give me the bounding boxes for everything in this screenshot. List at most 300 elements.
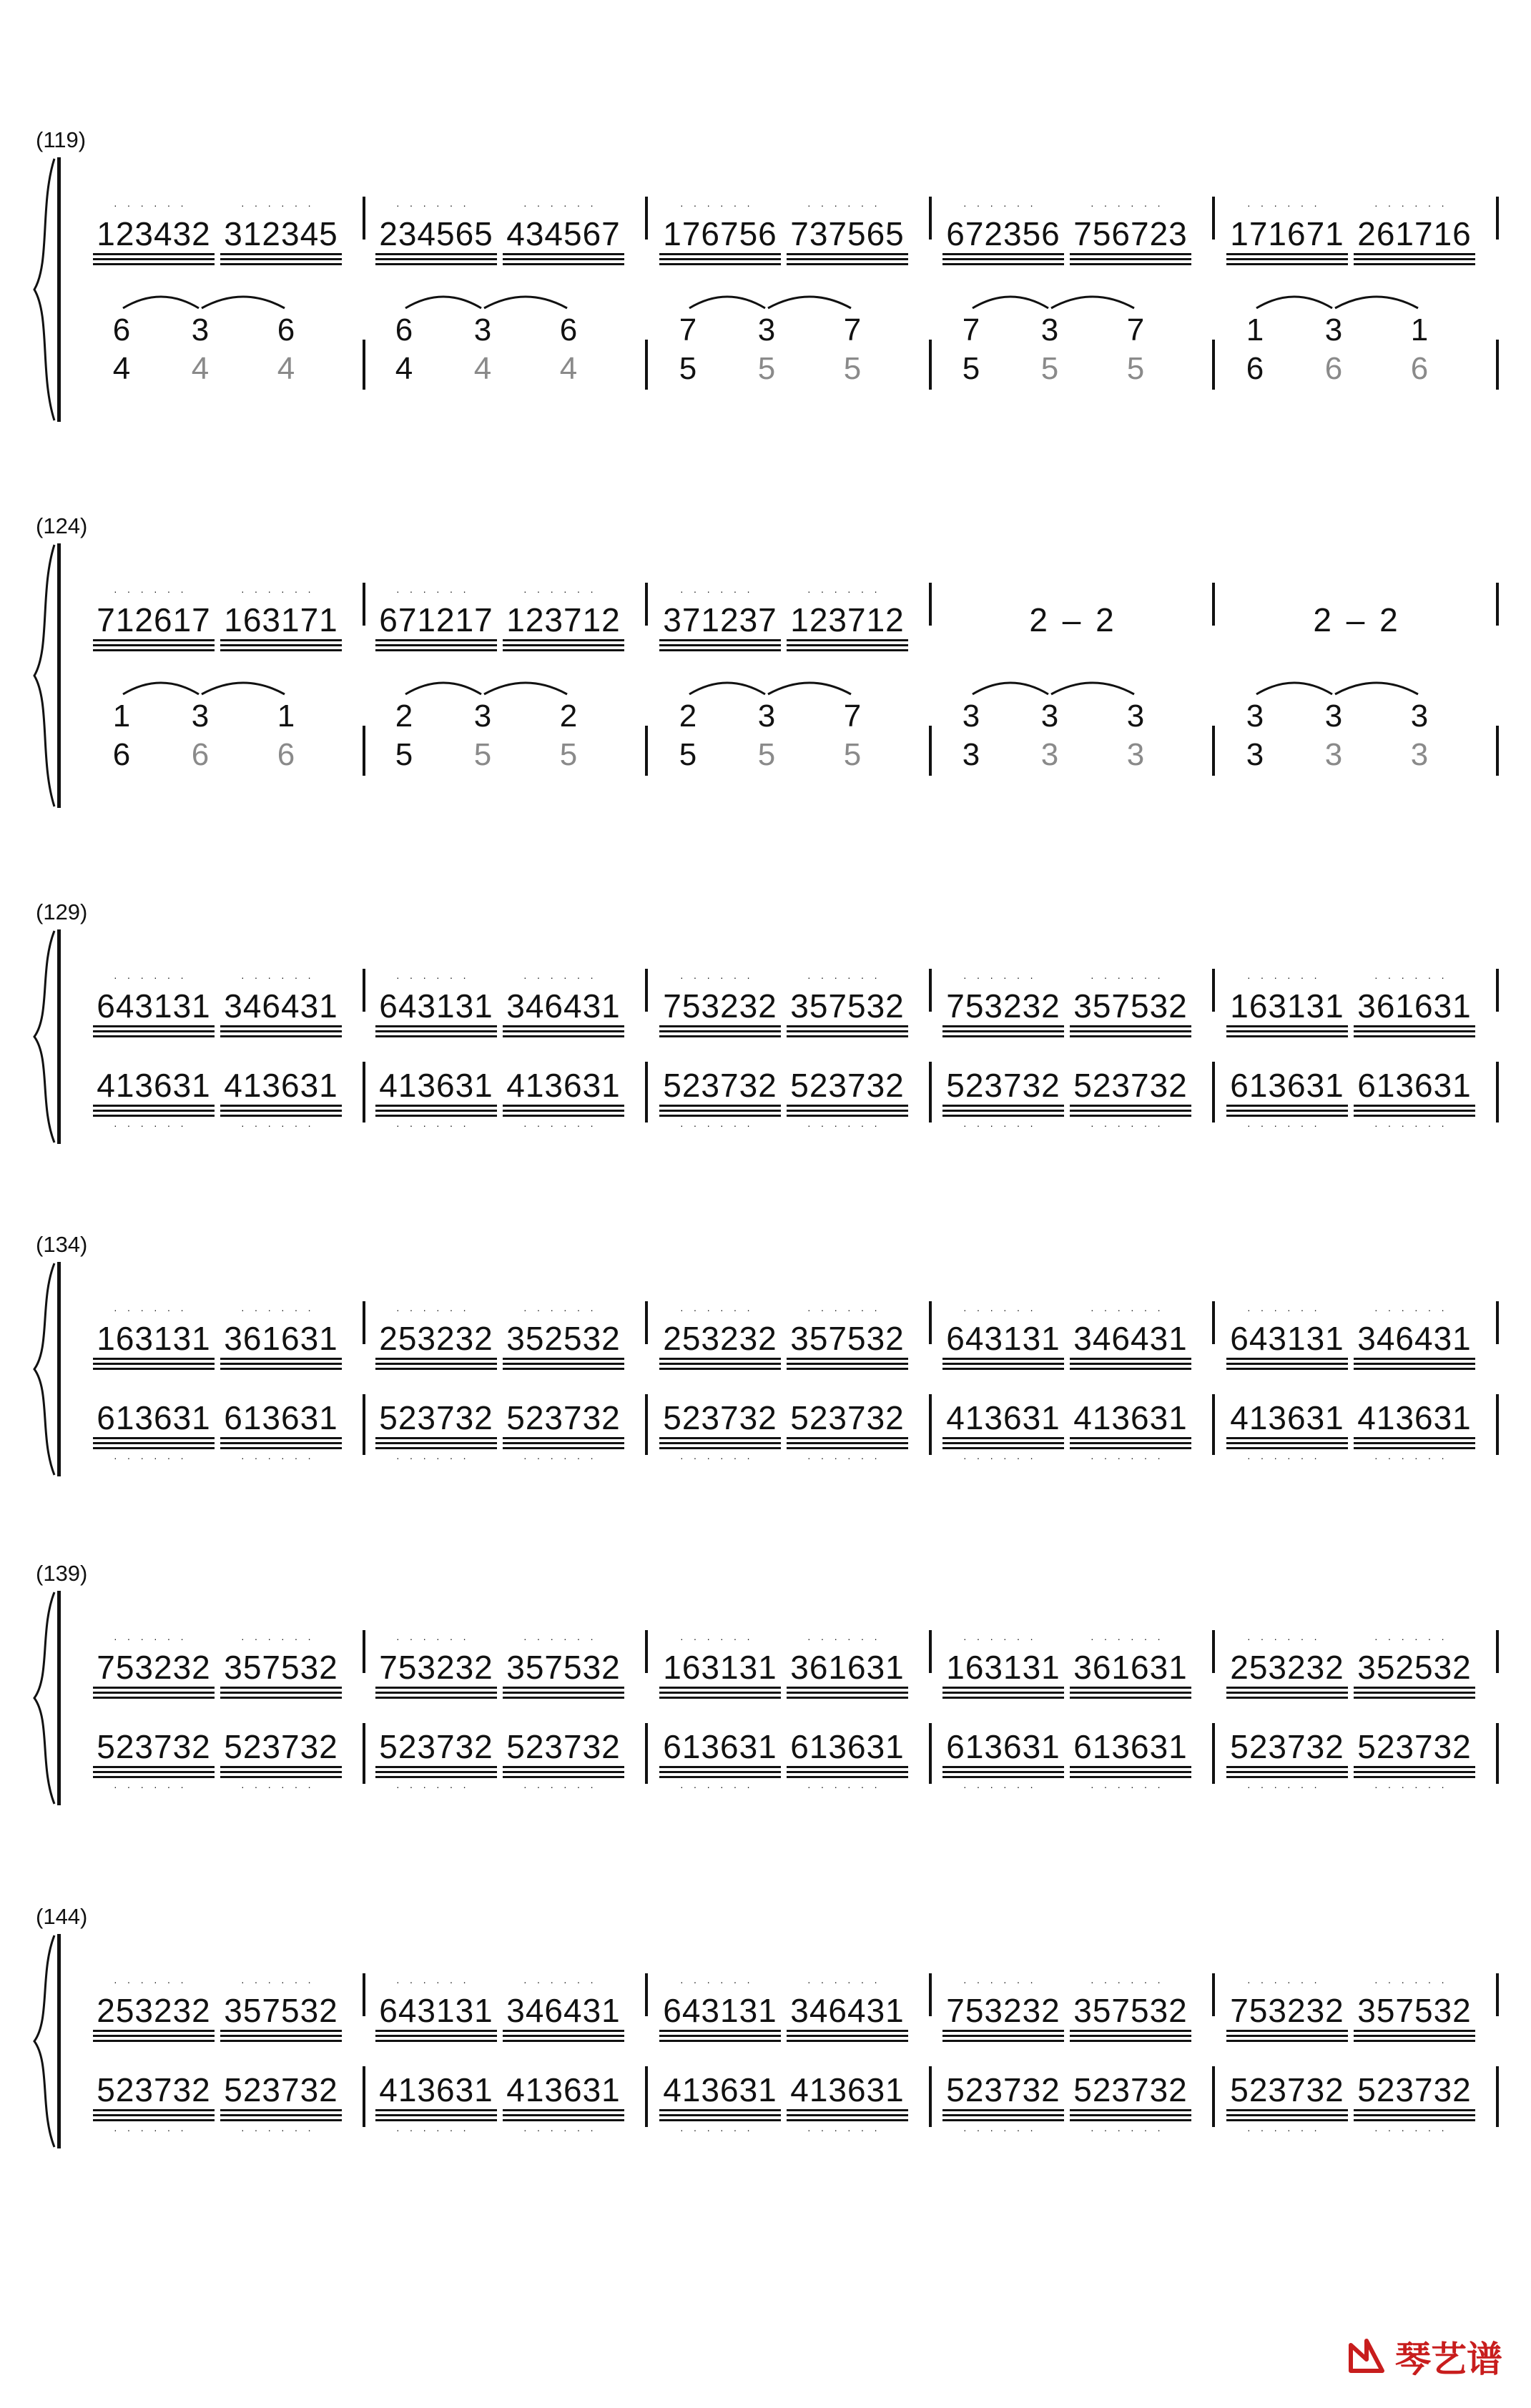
barline	[1496, 340, 1499, 390]
note-digits: 357532	[224, 1649, 338, 1686]
beam-line	[1354, 1035, 1475, 1037]
lh-measure	[375, 1723, 636, 1792]
beam-line	[1354, 2109, 1475, 2111]
note-group	[220, 586, 342, 651]
note-group	[1226, 200, 1348, 265]
beam-line	[1226, 263, 1348, 265]
beam-line	[503, 2119, 624, 2121]
rh-measure	[1226, 1634, 1487, 1698]
barline	[363, 197, 365, 240]
note-group	[1354, 1977, 1475, 2041]
beam-line	[375, 1776, 497, 1778]
octave-dots: ······	[1091, 199, 1171, 211]
octave-dots: ······	[1247, 199, 1327, 211]
beam-line	[659, 1697, 781, 1699]
beam-line	[1354, 2035, 1475, 2037]
octave-dots: ······	[523, 586, 604, 597]
chord-bass-note: 4	[559, 351, 578, 386]
note-digits: 346431	[1357, 1320, 1472, 1357]
beam-line	[93, 2030, 215, 2032]
beam-line	[1354, 1110, 1475, 1112]
measure-number: (119)	[36, 127, 87, 152]
system-line	[57, 1262, 61, 1476]
chord-upper-note: 1	[112, 699, 131, 734]
beam-line	[1226, 1692, 1348, 1694]
beam-line	[659, 1447, 781, 1449]
note-digits: 643131	[1230, 1320, 1344, 1357]
beam-line	[1226, 2119, 1348, 2121]
beam-line	[787, 649, 908, 651]
note-digits: 523732	[1230, 2071, 1344, 2108]
barline	[1496, 2066, 1499, 2127]
beam-line	[1070, 2114, 1191, 2116]
beam-line	[375, 1687, 497, 1689]
note-group	[93, 1394, 215, 1464]
barline	[1496, 969, 1499, 1012]
note-group	[1354, 1634, 1475, 1698]
beam-line	[1226, 1363, 1348, 1365]
octave-dots: ······	[807, 199, 887, 211]
beam-line	[659, 1025, 781, 1027]
octave-dots: ······	[1247, 1781, 1327, 1792]
note-digits: 357532	[1357, 1992, 1472, 2029]
chord-bass-note: 5	[1040, 351, 1059, 386]
note-group	[93, 586, 215, 651]
beam-line	[1226, 253, 1348, 255]
chord-bass-note: 4	[395, 351, 413, 386]
barline	[363, 726, 365, 776]
note-group	[659, 1062, 781, 1131]
barline	[645, 583, 648, 626]
beam-line	[659, 1368, 781, 1370]
beam-line	[787, 1363, 908, 1365]
barline	[1212, 1630, 1215, 1673]
beam-line	[375, 2035, 497, 2037]
system-brace	[30, 1934, 59, 2148]
chord-bass-note: 3	[1410, 737, 1429, 772]
note-group	[375, 1977, 497, 2041]
chord-upper-note: 2	[559, 699, 578, 734]
barline	[645, 1062, 648, 1122]
beam-line	[659, 2114, 781, 2116]
barline	[929, 1301, 932, 1344]
octave-dots: ······	[396, 586, 476, 597]
beam-line	[787, 2035, 908, 2037]
octave-dots: ······	[680, 2124, 760, 2136]
note-digits: 352532	[506, 1320, 621, 1357]
note-digits: 163171	[224, 601, 338, 638]
beam-line	[659, 1110, 781, 1112]
chord-bass-note: 5	[679, 737, 697, 772]
beam-line	[787, 1447, 908, 1449]
chord-bass-note: 6	[277, 737, 295, 772]
beam-line	[375, 253, 497, 255]
note-digits: 613631	[946, 1728, 1060, 1765]
beam-line	[503, 253, 624, 255]
barline	[1496, 1973, 1499, 2016]
watermark-text: 琴艺谱	[1395, 2339, 1502, 2380]
beam-line	[93, 1025, 215, 1027]
note-digits: 613631	[790, 1728, 905, 1765]
rh-measure	[942, 586, 1203, 651]
beam-line	[93, 1776, 215, 1778]
octave-dots: ······	[114, 1120, 194, 1131]
barline	[1212, 197, 1215, 240]
beam-line	[1070, 1110, 1191, 1112]
beam-line	[787, 644, 908, 646]
system-brace	[30, 1262, 59, 1476]
tie-slur	[767, 674, 852, 696]
beam-line	[787, 2114, 908, 2116]
beam-line	[659, 1358, 781, 1360]
beam-line	[1354, 1687, 1475, 1689]
note-digits: 176756	[663, 215, 777, 252]
beam-line	[220, 1110, 342, 1112]
beam-line	[942, 1105, 1064, 1107]
beam-line	[942, 1358, 1064, 1360]
barline	[363, 1973, 365, 2016]
octave-dots: ······	[1247, 2124, 1327, 2136]
octave-dots: ······	[523, 972, 604, 983]
beam-line	[659, 2119, 781, 2121]
octave-dots: ······	[807, 1976, 887, 1988]
beam-line	[1354, 1105, 1475, 1107]
octave-dots: ······	[114, 972, 194, 983]
octave-dots: ······	[1091, 1304, 1171, 1316]
note-group	[942, 1723, 1064, 1792]
rh-measure	[942, 200, 1203, 265]
note-group	[659, 586, 781, 651]
rh-measure	[1226, 1977, 1487, 2041]
note-digits: 413631	[506, 2071, 621, 2108]
octave-dots: ······	[1091, 972, 1171, 983]
chord-upper-note: 3	[473, 699, 492, 734]
tie-slur	[688, 674, 767, 696]
octave-dots: ······	[1247, 1976, 1327, 1988]
note-group	[220, 1062, 342, 1131]
lh-chord	[838, 697, 867, 774]
beam-line	[220, 1358, 342, 1360]
beam-line	[659, 263, 781, 265]
beam-line	[503, 1771, 624, 1773]
note-digits: 672356	[946, 215, 1060, 252]
barline	[1212, 1973, 1215, 2016]
note-digits: 163131	[1230, 987, 1344, 1025]
rh-measure	[942, 1634, 1203, 1698]
octave-dots: ······	[396, 972, 476, 983]
beam-line	[942, 263, 1064, 265]
note-digits: 253232	[379, 1320, 493, 1357]
octave-dots: ······	[680, 1633, 760, 1644]
beam-line	[220, 253, 342, 255]
note-digits: 352532	[1357, 1649, 1472, 1686]
beam-line	[220, 1776, 342, 1778]
barline	[363, 1630, 365, 1673]
rh-measure	[375, 1634, 636, 1698]
note-digits: 163131	[663, 1649, 777, 1686]
chord-upper-note: 6	[395, 312, 413, 347]
octave-dots: ······	[963, 1452, 1043, 1464]
octave-dots: ······	[396, 1120, 476, 1131]
octave-dots: ······	[680, 1120, 760, 1131]
beam-line	[220, 1105, 342, 1107]
note-digits: 123432	[97, 215, 211, 252]
measure-number: (134)	[36, 1232, 88, 1257]
beam-line	[1226, 1776, 1348, 1778]
note-digits: 434567	[506, 215, 621, 252]
rh-measure	[1226, 586, 1487, 651]
barline	[929, 2066, 932, 2127]
barline	[363, 1394, 365, 1455]
lh-chord	[1319, 697, 1348, 774]
beam-line	[787, 1771, 908, 1773]
beam-line	[942, 1025, 1064, 1027]
beam-line	[787, 1030, 908, 1032]
beam-line	[787, 1442, 908, 1444]
beam-line	[659, 258, 781, 260]
beam-line	[659, 1776, 781, 1778]
barline	[1212, 583, 1215, 626]
sustained-note: 2 – 2	[1029, 601, 1117, 638]
rh-measure	[93, 972, 354, 1037]
note-group	[942, 2066, 1064, 2136]
beam-line	[659, 649, 781, 651]
beam-line	[503, 649, 624, 651]
lh-measure	[1226, 1723, 1487, 1792]
beam-line	[220, 258, 342, 260]
rh-measure	[659, 1634, 920, 1698]
octave-dots: ······	[114, 1304, 194, 1316]
note-group	[93, 200, 215, 265]
note-group	[1070, 1062, 1191, 1131]
note-group	[787, 1305, 908, 1369]
note-group	[503, 1062, 624, 1131]
note-group	[1354, 1305, 1475, 1369]
note-group	[942, 1394, 1064, 1464]
beam-line	[220, 1687, 342, 1689]
octave-dots: ······	[963, 2124, 1043, 2136]
barline	[929, 1973, 932, 2016]
beam-line	[659, 1363, 781, 1365]
octave-dots: ······	[807, 1452, 887, 1464]
lh-chord	[1319, 311, 1348, 388]
beam-line	[503, 258, 624, 260]
beam-line	[1226, 2035, 1348, 2037]
note-group	[220, 200, 342, 265]
note-digits: 361631	[1073, 1649, 1188, 1686]
beam-line	[375, 1025, 497, 1027]
beam-line	[93, 253, 215, 255]
beam-line	[220, 1025, 342, 1027]
chord-upper-note: 6	[559, 312, 578, 347]
barline	[929, 583, 932, 626]
beam-line	[1226, 1025, 1348, 1027]
beam-line	[375, 644, 497, 646]
barline	[1212, 1394, 1215, 1455]
note-group	[942, 972, 1064, 1037]
barline	[929, 1394, 932, 1455]
octave-dots: ······	[1374, 972, 1454, 983]
tie-slur	[1334, 674, 1419, 696]
beam-line	[375, 1442, 497, 1444]
note-digits: 643131	[379, 1992, 493, 2029]
note-group	[1226, 1723, 1348, 1792]
beam-line	[787, 1776, 908, 1778]
rh-measure	[375, 1305, 636, 1369]
beam-line	[93, 1368, 215, 1370]
beam-line	[1354, 1692, 1475, 1694]
octave-dots: ······	[807, 1120, 887, 1131]
beam-line	[375, 1105, 497, 1107]
beam-line	[659, 2030, 781, 2032]
beam-line	[1070, 1766, 1191, 1768]
tie-slur	[1334, 288, 1419, 310]
chord-upper-note: 3	[757, 699, 776, 734]
beam-line	[1354, 1442, 1475, 1444]
beam-line	[787, 1697, 908, 1699]
beam-line	[1226, 1697, 1348, 1699]
octave-dots: ······	[241, 972, 321, 983]
beam-line	[942, 253, 1064, 255]
note-group	[220, 1723, 342, 1792]
barline	[1496, 1062, 1499, 1122]
beam-line	[1354, 1437, 1475, 1439]
note-digits: 671217	[379, 601, 493, 638]
note-digits: 357532	[1073, 1992, 1188, 2029]
rh-measure	[1226, 972, 1487, 1037]
tie-slur	[200, 288, 286, 310]
note-digits: 523732	[97, 2071, 211, 2108]
note-digits: 523732	[1230, 1728, 1344, 1765]
barline	[929, 726, 932, 776]
rh-measure	[659, 972, 920, 1037]
chord-bass-note: 3	[1126, 737, 1145, 772]
beam-line	[942, 1110, 1064, 1112]
note-digits: 643131	[97, 987, 211, 1025]
note-group	[220, 972, 342, 1037]
octave-dots: ······	[241, 1976, 321, 1988]
lh-chord	[468, 697, 497, 774]
beam-line	[220, 2109, 342, 2111]
note-group	[1226, 1062, 1348, 1131]
lh-chord	[1241, 697, 1269, 774]
note-group	[1226, 1394, 1348, 1464]
lh-chord	[1121, 697, 1150, 774]
beam-line	[375, 263, 497, 265]
barline	[1212, 969, 1215, 1012]
note-group	[787, 2066, 908, 2136]
measure-number: (129)	[36, 899, 88, 924]
beam-line	[1070, 1776, 1191, 1778]
note-group	[787, 1394, 908, 1464]
beam-line	[942, 1687, 1064, 1689]
tie-slur	[200, 674, 286, 696]
octave-dots: ······	[241, 1781, 321, 1792]
beam-line	[787, 2119, 908, 2121]
chord-upper-note: 3	[1324, 312, 1343, 347]
beam-line	[375, 2114, 497, 2116]
lh-measure	[659, 2066, 920, 2136]
note-group	[1070, 1977, 1191, 2041]
watermark-logo	[1345, 2331, 1502, 2382]
chord-bass-note: 6	[1410, 351, 1429, 386]
octave-dots: ······	[807, 2124, 887, 2136]
octave-dots: ······	[1374, 199, 1454, 211]
note-digits: 643131	[946, 1320, 1060, 1357]
octave-dots: ······	[241, 1304, 321, 1316]
beam-line	[787, 1358, 908, 1360]
octave-dots: ······	[114, 2124, 194, 2136]
beam-line	[503, 2114, 624, 2116]
octave-dots: ······	[1247, 1452, 1327, 1464]
beam-line	[375, 649, 497, 651]
octave-dots: ······	[396, 1781, 476, 1792]
note-group	[375, 1723, 497, 1792]
note-digits: 253232	[1230, 1649, 1344, 1686]
note-group	[503, 586, 624, 651]
chord-upper-note: 2	[679, 699, 697, 734]
octave-dots: ······	[523, 1633, 604, 1644]
chord-bass-note: 5	[679, 351, 697, 386]
tie-slur	[767, 288, 852, 310]
chord-upper-note: 3	[962, 699, 980, 734]
beam-line	[93, 1692, 215, 1694]
note-digits: 523732	[1073, 1067, 1188, 1104]
system-line	[57, 543, 61, 808]
barline	[1212, 726, 1215, 776]
beam-line	[93, 644, 215, 646]
barline	[363, 1723, 365, 1784]
beam-line	[1354, 1447, 1475, 1449]
system-line	[57, 929, 61, 1144]
note-group	[375, 1062, 497, 1131]
octave-dots: ······	[1247, 1120, 1327, 1131]
lh-chord	[957, 311, 985, 388]
note-group	[93, 1634, 215, 1698]
beam-line	[220, 1363, 342, 1365]
beam-line	[659, 1442, 781, 1444]
chord-upper-note: 3	[1410, 699, 1429, 734]
tie-slur	[971, 674, 1050, 696]
barline	[645, 1394, 648, 1455]
octave-dots: ······	[1091, 1976, 1171, 1988]
tie-slur	[483, 674, 568, 696]
barline	[645, 1973, 648, 2016]
octave-dots: ······	[1374, 1781, 1454, 1792]
chord-upper-note: 7	[1126, 312, 1145, 347]
octave-dots: ······	[396, 1976, 476, 1988]
beam-line	[220, 2114, 342, 2116]
octave-dots: ······	[680, 972, 760, 983]
barline	[1496, 197, 1499, 240]
note-group	[1226, 1977, 1348, 2041]
note-digits: 523732	[946, 2071, 1060, 2108]
beam-line	[942, 1368, 1064, 1370]
note-group	[1070, 972, 1191, 1037]
note-digits: 171671	[1230, 215, 1344, 252]
barline	[645, 1301, 648, 1344]
octave-dots: ······	[680, 586, 760, 597]
note-digits: 413631	[663, 2071, 777, 2108]
beam-line	[1226, 1358, 1348, 1360]
beam-line	[1354, 1368, 1475, 1370]
beam-line	[1354, 1766, 1475, 1768]
beam-line	[1070, 1358, 1191, 1360]
beam-line	[787, 2109, 908, 2111]
octave-dots: ······	[1374, 1633, 1454, 1644]
system-brace	[30, 929, 59, 1144]
note-group	[659, 200, 781, 265]
